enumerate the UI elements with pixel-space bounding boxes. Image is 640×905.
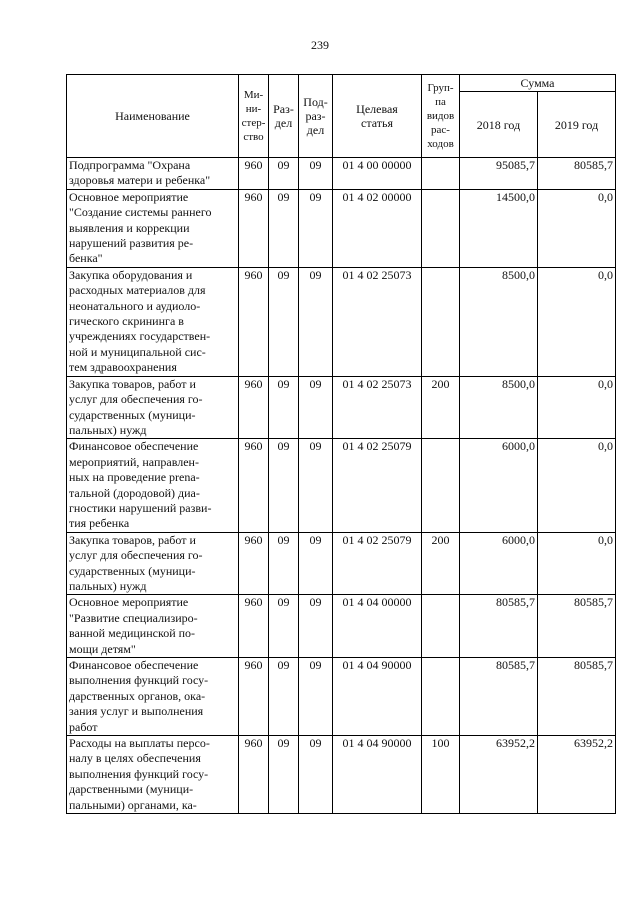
row-sum-2018: 14500,0 <box>460 189 538 267</box>
row-target-article: 01 4 02 25079 <box>333 439 422 532</box>
row-ministry: 960 <box>239 595 269 658</box>
row-section: 09 <box>269 376 299 439</box>
row-ministry: 960 <box>239 189 269 267</box>
row-name: Основное мероприятие "Развитие специализиро- ванной медицинской по- мощи детям" <box>67 595 239 658</box>
row-subsection: 09 <box>299 189 333 267</box>
row-expense-group: 200 <box>422 532 460 595</box>
row-subsection: 09 <box>299 532 333 595</box>
row-sum-2018: 80585,7 <box>460 658 538 736</box>
row-name: Закупка товаров, работ и услуг для обеспечения го- сударственных (муници- пальных) нужд <box>67 376 239 439</box>
header-year-2019: 2019 год <box>538 92 616 158</box>
row-ministry: 960 <box>239 158 269 190</box>
row-subsection: 09 <box>299 158 333 190</box>
row-target-article: 01 4 02 25079 <box>333 532 422 595</box>
row-sum-2019: 0,0 <box>538 376 616 439</box>
row-subsection: 09 <box>299 267 333 376</box>
row-expense-group: 100 <box>422 736 460 814</box>
row-subsection: 09 <box>299 439 333 532</box>
header-subsection: Под- раз- дел <box>299 75 333 158</box>
row-name: Закупка оборудования и расходных материалов для неонатального и аудиоло- гического скрининга в учреждениях государствен- ной и муниципальной сис- тем здравоохранения <box>67 267 239 376</box>
row-ministry: 960 <box>239 439 269 532</box>
header-sum: Сумма <box>460 75 616 92</box>
row-subsection: 09 <box>299 658 333 736</box>
row-sum-2019: 80585,7 <box>538 595 616 658</box>
row-target-article: 01 4 00 00000 <box>333 158 422 190</box>
row-expense-group <box>422 595 460 658</box>
row-subsection: 09 <box>299 376 333 439</box>
table-row <box>67 267 616 376</box>
row-sum-2018: 6000,0 <box>460 532 538 595</box>
row-subsection: 09 <box>299 595 333 658</box>
row-sum-2018: 63952,2 <box>460 736 538 814</box>
row-sum-2018: 95085,7 <box>460 158 538 190</box>
row-ministry: 960 <box>239 736 269 814</box>
row-ministry: 960 <box>239 267 269 376</box>
table-row <box>67 376 616 439</box>
row-target-article: 01 4 04 90000 <box>333 658 422 736</box>
row-section: 09 <box>269 189 299 267</box>
row-ministry: 960 <box>239 658 269 736</box>
row-expense-group <box>422 658 460 736</box>
row-sum-2019: 80585,7 <box>538 158 616 190</box>
row-name: Подпрограмма "Охрана здоровья матери и ребенка" <box>67 158 239 190</box>
row-name: Закупка товаров, работ и услуг для обеспечения го- сударственных (муници- пальных) нужд <box>67 532 239 595</box>
row-section: 09 <box>269 439 299 532</box>
row-section: 09 <box>269 595 299 658</box>
row-sum-2019: 80585,7 <box>538 658 616 736</box>
row-section: 09 <box>269 267 299 376</box>
row-name: Основное мероприятие "Создание системы раннего выявления и коррекции нарушений развития ре- бенка" <box>67 189 239 267</box>
row-section: 09 <box>269 158 299 190</box>
header-target-article: Целевая статья <box>333 75 422 158</box>
budget-table <box>66 74 616 814</box>
row-name: Финансовое обеспечение мероприятий, направлен- ных на проведение prena- тальной (дородовой) диа- гностики нарушений разви- тия ребенка <box>67 439 239 532</box>
table-row <box>67 158 616 190</box>
header-expense-group: Груп- па видов рас- ходов <box>422 75 460 158</box>
row-target-article: 01 4 02 25073 <box>333 376 422 439</box>
row-target-article: 01 4 02 00000 <box>333 189 422 267</box>
header-section: Раз- дел <box>269 75 299 158</box>
table-row <box>67 189 616 267</box>
table-row <box>67 595 616 658</box>
row-expense-group <box>422 189 460 267</box>
table-row <box>67 736 616 814</box>
row-sum-2018: 8500,0 <box>460 267 538 376</box>
row-section: 09 <box>269 532 299 595</box>
table-row <box>67 439 616 532</box>
row-target-article: 01 4 02 25073 <box>333 267 422 376</box>
row-name: Расходы на выплаты персо- налу в целях обеспечения выполнения функций госу- дарственными (муници- пальными) органами, ка- <box>67 736 239 814</box>
row-ministry: 960 <box>239 376 269 439</box>
row-name: Финансовое обеспечение выполнения функций госу- дарственных органов, ока- зания услуг и выполнения работ <box>67 658 239 736</box>
row-expense-group <box>422 439 460 532</box>
row-section: 09 <box>269 736 299 814</box>
row-ministry: 960 <box>239 532 269 595</box>
table-row <box>67 658 616 736</box>
row-expense-group <box>422 158 460 190</box>
header-ministry: Ми- ни- стер- ство <box>239 75 269 158</box>
row-sum-2018: 80585,7 <box>460 595 538 658</box>
row-section: 09 <box>269 658 299 736</box>
page-number: 239 <box>311 38 329 52</box>
row-sum-2019: 0,0 <box>538 532 616 595</box>
row-sum-2019: 0,0 <box>538 267 616 376</box>
row-expense-group: 200 <box>422 376 460 439</box>
row-subsection: 09 <box>299 736 333 814</box>
row-sum-2018: 8500,0 <box>460 376 538 439</box>
header-year-2018: 2018 год <box>460 92 538 158</box>
row-sum-2018: 6000,0 <box>460 439 538 532</box>
row-target-article: 01 4 04 00000 <box>333 595 422 658</box>
row-sum-2019: 0,0 <box>538 439 616 532</box>
row-sum-2019: 63952,2 <box>538 736 616 814</box>
header-name: Наименование <box>67 75 239 158</box>
row-sum-2019: 0,0 <box>538 189 616 267</box>
row-target-article: 01 4 04 90000 <box>333 736 422 814</box>
table-row <box>67 532 616 595</box>
row-expense-group <box>422 267 460 376</box>
